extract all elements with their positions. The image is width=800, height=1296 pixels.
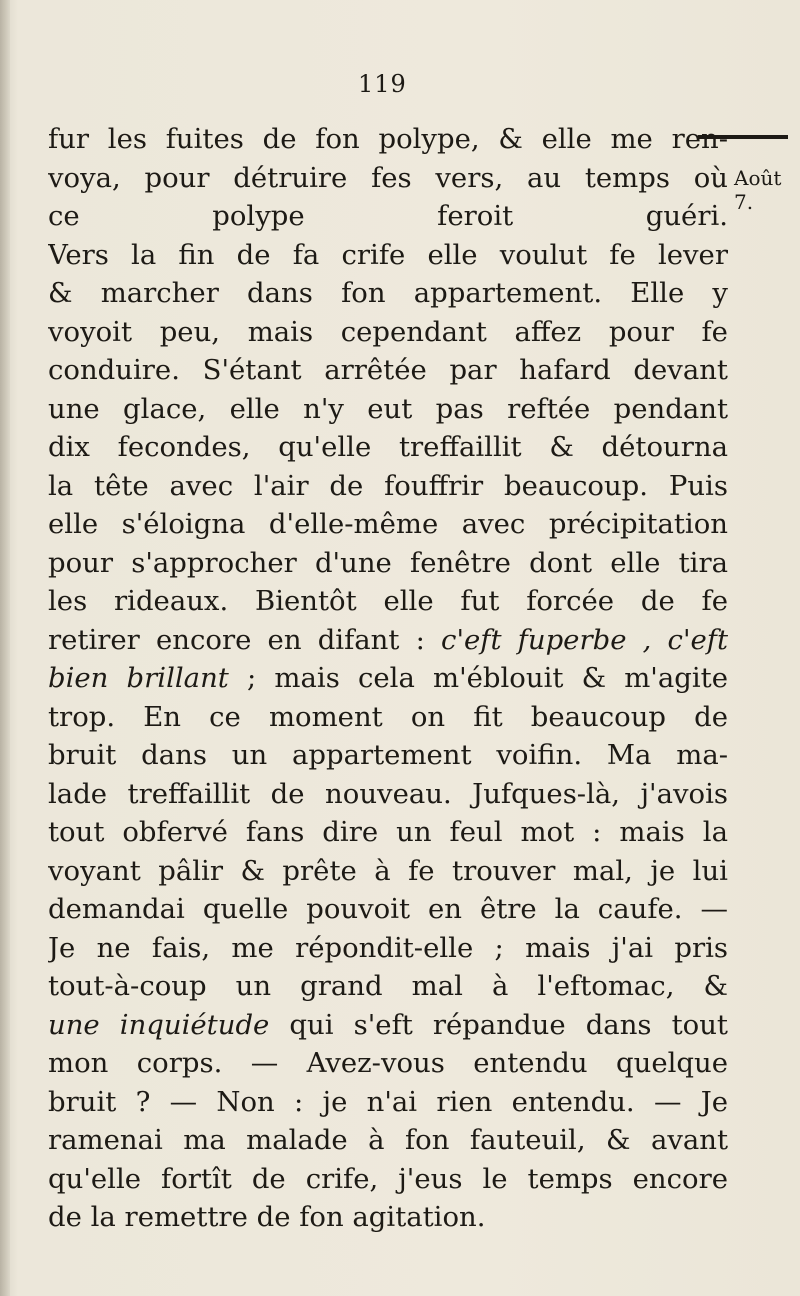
page-gutter	[0, 0, 10, 1296]
text-line: trop. En ce moment on fit beaucoup de	[48, 700, 728, 733]
text-line: ce polype feroit guéri.	[48, 200, 728, 232]
text-line: bruit dans un appartement voifin. Ma ma-	[48, 739, 728, 771]
text-line: tout obfervé fans dire un feul mot : mais la	[48, 816, 728, 848]
text-line: la tête avec l'air de fouffrir beaucoup. Puis	[48, 469, 728, 502]
text-segment: ; mais cela m'éblouit & m'agite	[228, 662, 728, 694]
body-text	[48, 120, 728, 1237]
text-line: conduire. S'étant arrêtée par hafard devant	[48, 354, 728, 386]
text-line	[48, 621, 728, 660]
text-line: de la remettre de fon agitation.	[48, 1201, 486, 1233]
text-line: voyant pâlir & prête à fe trouver mal, je lui	[48, 854, 728, 887]
text-line: ramenai ma malade à fon fauteuil, & avant	[48, 1124, 728, 1156]
text-line: les rideaux. Bientôt elle fut forcée de fe	[48, 585, 728, 617]
text-segment: retirer encore en difant :	[48, 623, 442, 656]
italic-text: bien brillant	[48, 662, 229, 694]
text-line: dix fecondes, qu'elle treffaillit & détourna	[48, 431, 728, 463]
text-line: voya, pour détruire fes vers, au temps où	[48, 161, 728, 194]
text-line: une glace, elle n'y eut pas reftée pendant	[48, 392, 728, 425]
page-number: 119	[358, 70, 407, 98]
text-line: Vers la fin de fa crife elle voulut fe lever	[48, 238, 728, 271]
text-line: elle s'éloigna d'elle-même avec précipitation	[48, 508, 728, 540]
text-line: qu'elle fortît de crife, j'eus le temps encore	[48, 1162, 728, 1195]
text-line: voyoit peu, mais cependant affez pour fe	[48, 315, 728, 348]
text-line: bruit ? — Non : je n'ai rien entendu. — Je	[48, 1085, 728, 1118]
italic-text: une inquiétude	[48, 1008, 270, 1041]
text-line: lade treffaillit de nouveau. Jufques-là, j'avois	[48, 777, 728, 810]
text-line	[48, 1006, 728, 1045]
text-line: Je ne fais, me répondit-elle ; mais j'ai pris	[48, 931, 728, 964]
text-line: demandai quelle pouvoit en être la caufe. —	[48, 893, 728, 925]
margin-date: Août 7.	[734, 166, 782, 214]
text-line: & marcher dans fon appartement. Elle y	[48, 277, 728, 309]
text-line: pour s'approcher d'une fenêtre dont elle tira	[48, 546, 728, 579]
italic-text: c'eft fuperbe , c'eft	[441, 623, 728, 656]
text-line: fur les fuites de fon polype, & elle me ren-	[48, 123, 728, 155]
text-line: tout-à-coup un grand mal à l'eftomac, &	[48, 970, 728, 1002]
text-line: mon corps. — Avez-vous entendu quelque	[48, 1047, 728, 1079]
text-line	[48, 659, 728, 698]
text-segment: qui s'eft répandue dans tout	[269, 1008, 728, 1041]
